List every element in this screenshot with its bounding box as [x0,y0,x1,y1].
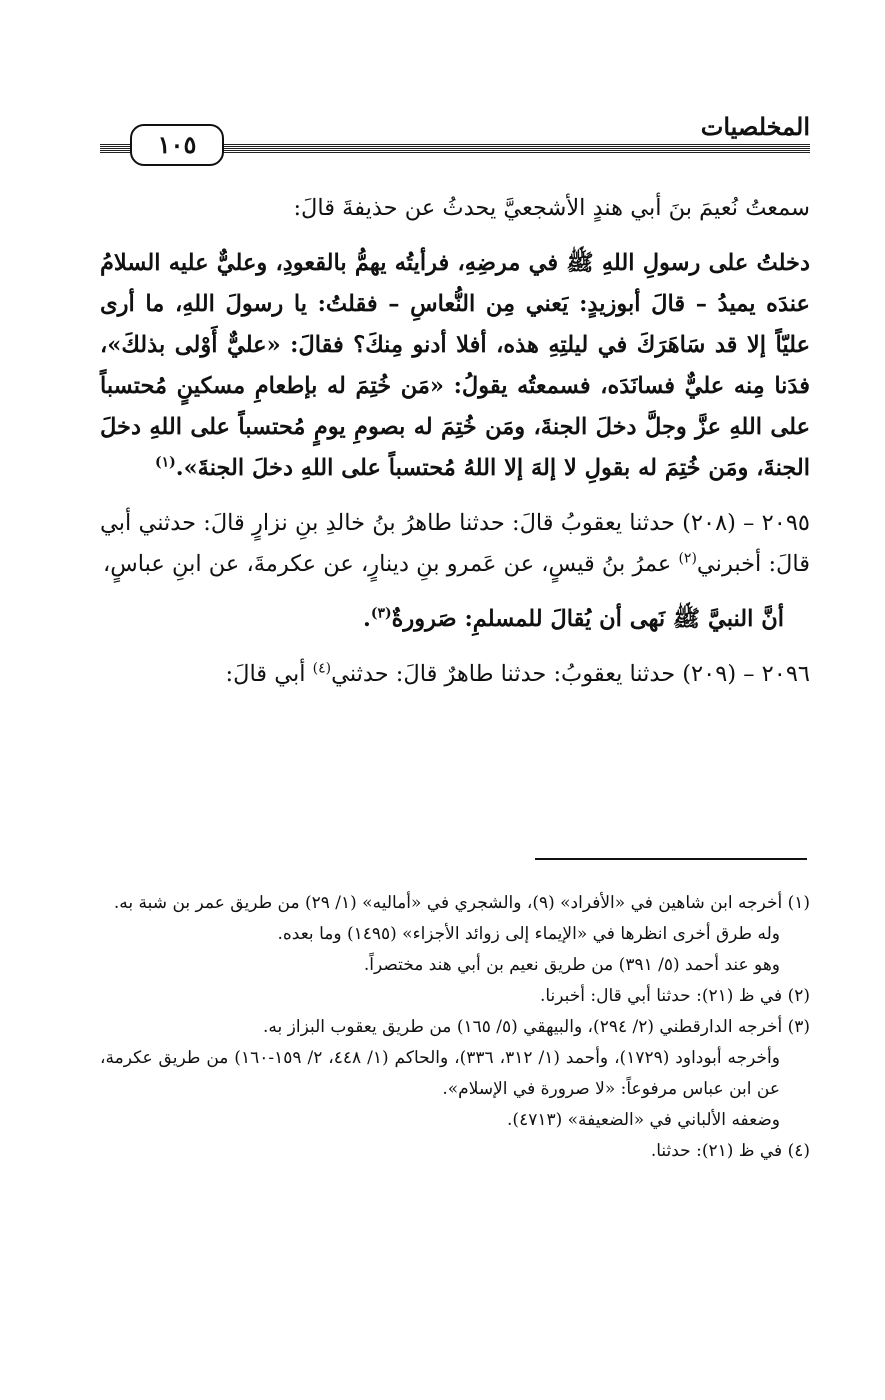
footnote-1: (١) أخرجه ابن شاهين في «الأفراد» (٩)، والشجري في «أماليه» (١/ ٢٩) من طريق عمر بن شبة به. [113,893,810,913]
footnote-3-line-2: وأخرجه أبوداود (١٧٢٩)، وأحمد (١/ ٣١٢، ٣٣٦)، والحاكم (١/ ٤٤٨، ٢/ ١٥٩-١٦٠) من طريق عكرمة، عن ابن عباس مرفوعاً: «لا صرورة في الإسلام». [100,1048,780,1099]
footnote-ref-3[interactable]: (٣) [370,605,392,622]
footnote-ref-2[interactable]: (٢) [678,550,697,567]
page-number: ١٠٥ [130,124,224,166]
footnote-ref-1[interactable]: (١) [155,454,176,471]
main-text [100,188,810,695]
paragraph-isnad-2095: ٢٠٩٥ – (٢٠٨) حدثنا يعقوبُ قالَ: حدثنا طاهرُ بنُ خالدِ بنِ نزارٍ قالَ: حدثني أبي قالَ: أخبرني$^{(٢)}$ عمرُ بنُ قيسٍ، عن عَمرو بنِ دينارٍ، عن عكرمةَ، عن ابنِ عباسٍ، [100,510,810,577]
footnote-1-line-2: وله طرق أخرى انظرها في «الإيماء إلى زوائد الأجزاء» (١٤٩٥) وما بعده. [277,924,780,944]
footnote-2: (٢) في ظ (٢١): حدثنا أبي قال: أخبرنا. [539,986,810,1006]
paragraph-hadith-1: دخلتُ على رسولِ اللهِ ﷺ في مرضِهِ، فرأيتُه يهمُّ بالقعودِ، وعليٌّ عليه السلامُ عندَه يميدُ – قالَ أبوزيدٍ: يَعني مِن النُّعاسِ – فقلتُ: يا رسولَ اللهِ، ما أرى عليّاً إلا قد سَاهَرَكَ في ليلتِهِ هذه، أفلا أدنو مِنكَ؟ فقالَ: «عليٌّ أَوْلى بذلكَ»، فدَنا مِنه عليٌّ فسانَدَه، فسمعتُه يقولُ: «مَن خُتِمَ له بإطعامِ مسكينٍ مُحتسباً على اللهِ عزَّ وجلَّ دخلَ الجنةَ، ومَن خُتِمَ له بصومِ يومٍ مُحتسباً على اللهِ دخلَ الجنةَ، ومَن خُتِمَ له بقولِ لا إلهَ إلا اللهُ مُحتسباً على اللهِ دخلَ الجنةَ».$^{(١)}$ [100,250,810,481]
footnote-3: (٣) أخرجه الدارقطني (٢/ ٢٩٤)، والبيهقي (٥/ ١٦٥) من طريق يعقوب البزاز به. [263,1017,810,1037]
running-title: المخلصيات [700,112,810,141]
footnote-1-line-3: وهو عند أحمد (٥/ ٣٩١) من طريق نعيم بن أبي هند مختصراً. [363,955,780,975]
footnote-ref-4[interactable]: (٤) [312,660,332,677]
paragraph-hadith-2: أنَّ النبيَّ ﷺ نَهى أن يُقالَ للمسلمِ: صَرورةٌ$^{(٣)}$. [362,605,784,632]
footnote-3-line-3: وضعفه الألباني في «الضعيفة» (٤٧١٣). [507,1110,780,1130]
footnotes [100,888,810,1167]
paragraph-intro: سمعتُ نُعيمَ بنَ أبي هندٍ الأشجعيَّ يحدثُ عن حذيفةَ قالَ: [293,195,810,221]
page-header [100,108,810,164]
paragraph-isnad-2096: ٢٠٩٦ – (٢٠٩) حدثنا يعقوبُ: حدثنا طاهرٌ قالَ: حدثني$^{(٤)}$ أبي قالَ: [225,660,810,687]
footnote-separator [535,858,807,860]
footnote-4: (٤) في ظ (٢١): حدثنا. [650,1141,810,1161]
